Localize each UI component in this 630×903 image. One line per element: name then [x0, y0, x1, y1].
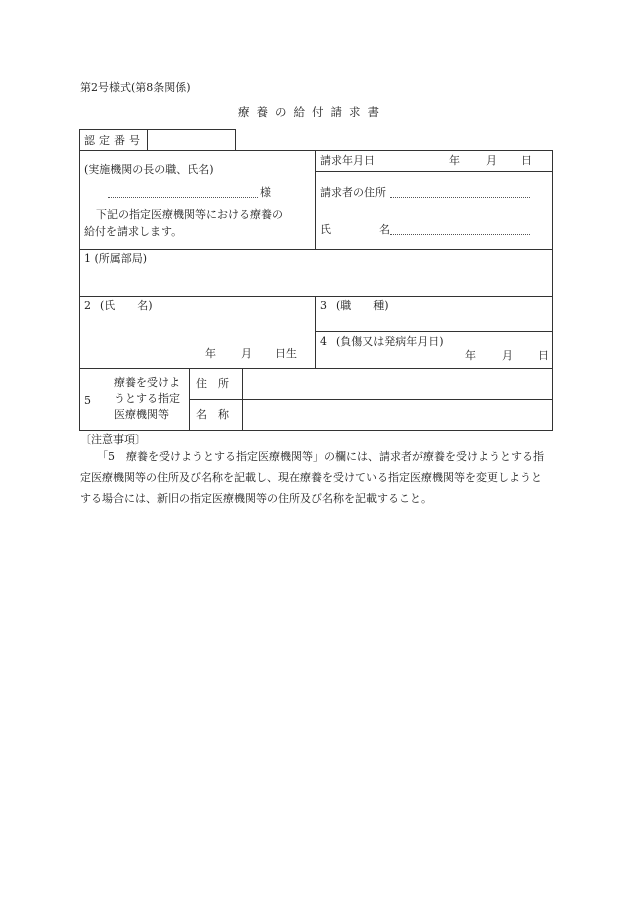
request-year: 年 [449, 154, 460, 167]
notes-heading: 〔注意事項〕 [80, 433, 146, 446]
field-5-name-label: 名 称 [196, 408, 229, 421]
field-2-number: 2 [84, 299, 91, 312]
sama-suffix: 様 [260, 186, 271, 199]
request-day: 日 [521, 154, 532, 167]
field-5-divider [189, 399, 553, 400]
field-4-month: 月 [502, 349, 513, 362]
request-statement-line-1: 下記の指定医療機関等における療養の [96, 208, 283, 221]
form-code: 第2号様式(第8条関係) [80, 81, 191, 94]
requester-name-label-1: 氏 [320, 223, 331, 236]
certification-number-label: 認定番号 [84, 134, 144, 147]
requester-address-line[interactable] [390, 197, 530, 198]
addressee-line[interactable] [108, 197, 258, 198]
field-4-year: 年 [465, 349, 476, 362]
date-row-divider [315, 171, 553, 172]
field-2-birth: 日生 [275, 347, 297, 360]
field-2-month: 月 [241, 347, 252, 360]
row-divider-2 [79, 296, 553, 297]
field-5-label-line-2: うとする指定 [114, 392, 180, 405]
field-4-label: (負傷又は発病年月日) [336, 335, 444, 348]
request-date-label: 請求年月日 [320, 154, 375, 167]
field-1-label: 1 (所属部局) [84, 252, 148, 265]
field-5-col-divider-2 [242, 368, 243, 431]
field-3-4-divider [315, 331, 553, 332]
field-5-col-divider-1 [189, 368, 190, 431]
field-2-label: (氏 名) [100, 299, 153, 312]
row-divider-1 [79, 249, 553, 250]
addressee-label: (実施機関の長の職、氏名) [84, 163, 214, 176]
page-title: 療養の給付請求書 [238, 105, 386, 119]
field-2-year: 年 [205, 347, 216, 360]
row-divider-3 [79, 368, 553, 369]
field-2-3-divider [315, 296, 316, 368]
field-5-address-label: 住 所 [196, 377, 229, 390]
request-statement-line-2: 給付を請求します。 [84, 225, 183, 238]
field-5-number: 5 [84, 394, 91, 407]
field-5-label-line-3: 医療機関等 [114, 408, 169, 421]
request-month: 月 [486, 154, 497, 167]
requester-address-label: 請求者の住所 [320, 186, 386, 199]
header-col-divider [315, 150, 316, 249]
field-5-label-line-1: 療養を受けよ [114, 376, 180, 389]
cert-divider [147, 129, 148, 151]
field-3-number: 3 [320, 299, 327, 312]
field-3-label: (職 種) [336, 299, 389, 312]
requester-name-label-2: 名 [379, 223, 390, 236]
field-4-number: 4 [320, 335, 327, 348]
notes-text: 「5 療養を受けようとする指定医療機関等」の欄には、請求者が療養を受けようとする指定医療機関等の住所及び名称を記載し、現在療養を受けている指定医療機関等を変更しようとする場合には、新旧の指定医療機関等の住所及び名称を記載すること。 [80, 450, 544, 505]
requester-name-line[interactable] [390, 234, 530, 235]
field-4-day: 日 [538, 349, 549, 362]
